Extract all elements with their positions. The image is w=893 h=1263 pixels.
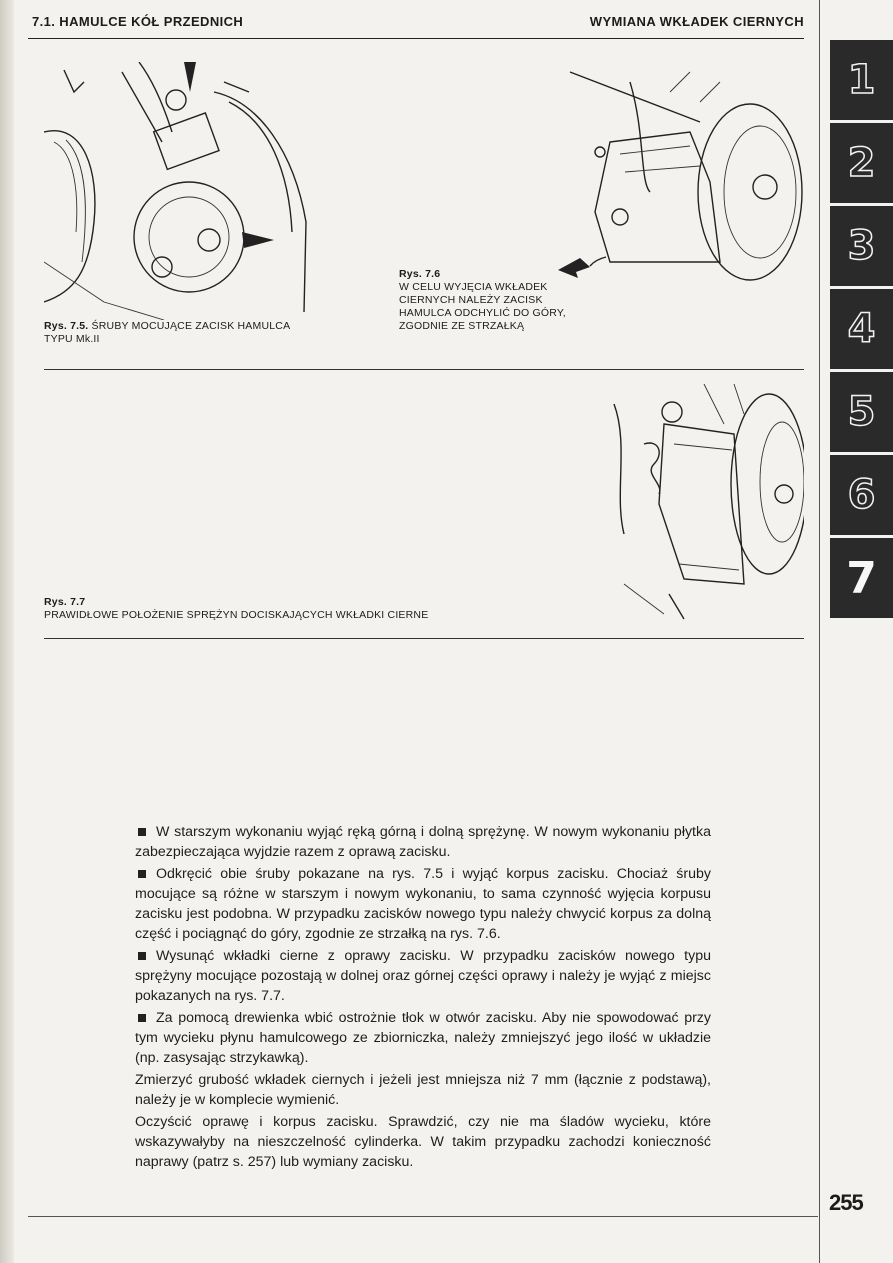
- footer-rule: [28, 1216, 818, 1217]
- figure-7-5-illustration: [44, 62, 314, 320]
- separator: [44, 638, 804, 639]
- page-number: 255: [829, 1190, 863, 1215]
- header-rule: [28, 38, 804, 39]
- chapter-header: WYMIANA WKŁADEK CIERNYCH: [589, 14, 804, 29]
- margin-rule: [819, 0, 820, 1263]
- instruction-text: [135, 822, 711, 1174]
- bullet-icon: [138, 828, 146, 836]
- figure-7-7-illustration: [604, 384, 804, 624]
- separator: [44, 369, 804, 370]
- chapter-tab-5[interactable]: 5: [830, 372, 893, 452]
- chapter-tab-6[interactable]: 6: [830, 455, 893, 535]
- figure-7-7-caption: [44, 596, 564, 622]
- instruction-paragraph: Zmierzyć grubość wkładek ciernych i jeżeli jest mniejsza niż 7 mm (łącznie z podstawą), należy je w komplecie wymienić.: [135, 1072, 711, 1108]
- instruction-paragraph: Za pomocą drewienka wbić ostrożnie tłok w otwór zacisku. Aby nie spowodować przy tym wycieku płynu hamulcowego ze zbiorniczka, należy zmniejszyć jego ilość w układzie (np. zasysając strzykawką).: [135, 1010, 711, 1066]
- instruction-paragraph: Oczyścić oprawę i korpus zacisku. Sprawdzić, czy nie ma śladów wycieku, które wskazywałyby na nieszczelność cylinderka. W takim przypadku zachodzi konieczność naprawy (patrz s. 257) lub wymiany zacisku.: [135, 1114, 711, 1170]
- figure-7-6-caption-line: CIERNYCH NALEŻY ZACISK: [399, 294, 543, 306]
- figure-7-6-caption-line: ZGODNIE ZE STRZAŁKĄ: [399, 320, 525, 332]
- figure-7-6-illustration: [550, 62, 806, 294]
- book-spine-shadow: [0, 0, 14, 1263]
- chapter-tab-4[interactable]: 4: [830, 289, 893, 369]
- chapter-tab-7[interactable]: 7: [830, 538, 893, 618]
- figure-7-5-caption-line: ŚRUBY MOCUJĄCE ZACISK HAMULCA: [91, 320, 291, 332]
- figure-7-5-caption: [44, 320, 324, 346]
- instruction-paragraph: Odkręcić obie śruby pokazane na rys. 7.5 i wyjąć korpus zacisku. Chociaż śruby mocujące są różne w starszym i nowym wykonaniu, to sama czynność wyjęcia korpusu zacisku jest podobna. W przypadku zacisków nowego typu należy chwycić korpus za dolną część i pociągnąć do góry, zgodnie ze strzałką na rys. 7.6.: [135, 866, 711, 942]
- chapter-tab-2[interactable]: 2: [830, 123, 893, 203]
- bullet-icon: [138, 1014, 146, 1022]
- figure-7-6-caption-line: HAMULCA ODCHYLIĆ DO GÓRY,: [399, 307, 566, 319]
- figure-7-6-caption: [399, 268, 599, 333]
- figure-7-6-caption-line: W CELU WYJĘCIA WKŁADEK: [399, 281, 548, 293]
- figure-7-7-caption-line: PRAWIDŁOWE POŁOŻENIE SPRĘŻYN DOCISKAJĄCYCH WKŁADKI CIERNE: [44, 609, 429, 621]
- section-header: 7.1. HAMULCE KÓŁ PRZEDNICH: [32, 14, 244, 29]
- figure-7-7-number: Rys. 7.7: [44, 596, 86, 608]
- instruction-paragraph: Wysunąć wkładki cierne z oprawy zacisku. W przypadku zacisków nowego typu sprężyny mocujące pozostają w dolnej oraz górnej części oprawy i należy je wyjąć z miejsc pokazanych na rys. 7.7.: [135, 948, 711, 1004]
- chapter-tabs: [830, 40, 893, 621]
- chapter-tab-3[interactable]: 3: [830, 206, 893, 286]
- figure-7-5-caption-line: TYPU Mk.II: [44, 333, 100, 345]
- figure-7-6-number: Rys. 7.6: [399, 268, 441, 280]
- bullet-icon: [138, 870, 146, 878]
- bullet-icon: [138, 952, 146, 960]
- instruction-paragraph: W starszym wykonaniu wyjąć ręką górną i dolną sprężynę. W nowym wykonaniu płytka zabezpieczająca wyjdzie razem z oprawą zacisku.: [135, 824, 711, 860]
- chapter-tab-1[interactable]: 1: [830, 40, 893, 120]
- figure-7-5-number: Rys. 7.5.: [44, 320, 89, 332]
